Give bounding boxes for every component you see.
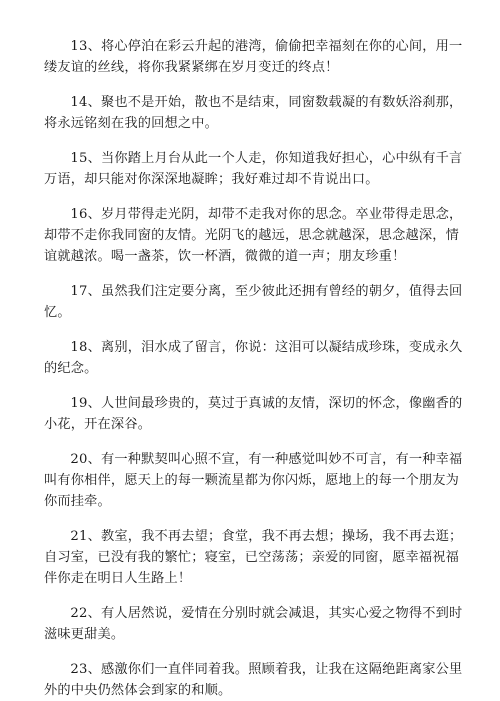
paragraph-18: 18、离别，泪水成了留言，你说：这泪可以凝结成珍珠，变成永久的纪念。 — [44, 340, 463, 376]
paragraph-22: 22、有人居然说，爱情在分别时就会减退，其实心爱之物得不到时滋味更甜美。 — [44, 606, 463, 642]
paragraph-19: 19、人世间最珍贵的，莫过于真诚的友情，深切的怀念，像幽香的小花，开在深谷。 — [44, 396, 463, 432]
paragraph-23: 23、感激你们一直伴同着我。照顾着我，让我在这隔绝距离家公里外的中央仍然体会到家的和顺。 — [44, 662, 463, 698]
paragraph-16: 16、岁月带得走光阴，却带不走我对你的思念。卒业带得走思念，却带不走你我同窗的友情。光阴飞的越远，思念就越深，思念越深，情谊就越浓。喝一盏茶，饮一杯酒，微微的道一声；朋友珍重！ — [44, 207, 463, 264]
paragraph-14: 14、聚也不是开始，散也不是结束，同窗数载凝的有数妖浴刹那，将永远铭刻在我的回想之中。 — [44, 95, 463, 131]
paragraph-17: 17、虽然我们注定要分离，至少彼此还拥有曾经的朝夕，值得去回忆。 — [44, 284, 463, 320]
paragraph-20: 20、有一种默契叫心照不宣，有一种感觉叫妙不可言，有一种幸福叫有你相伴，愿天上的每一颗流星都为你闪烁，愿地上的每一个朋友为你而挂牵。 — [44, 452, 463, 509]
paragraph-13: 13、将心停泊在彩云升起的港湾，偷偷把幸福刻在你的心间，用一缕友谊的丝线，将你我紧紧绑在岁月变迁的终点！ — [44, 39, 463, 75]
paragraph-15: 15、当你踏上月台从此一个人走，你知道我好担心，心中纵有千言万语，却只能对你深深地凝眸；我好难过却不肯说出口。 — [44, 151, 463, 187]
paragraph-21: 21、教室，我不再去望；食堂，我不再去想；操场，我不再去逛；自习室，已没有我的繁忙；寝室，已空荡荡；亲爱的同窗，愿幸福祝福伴你走在明日人生路上！ — [44, 529, 463, 586]
